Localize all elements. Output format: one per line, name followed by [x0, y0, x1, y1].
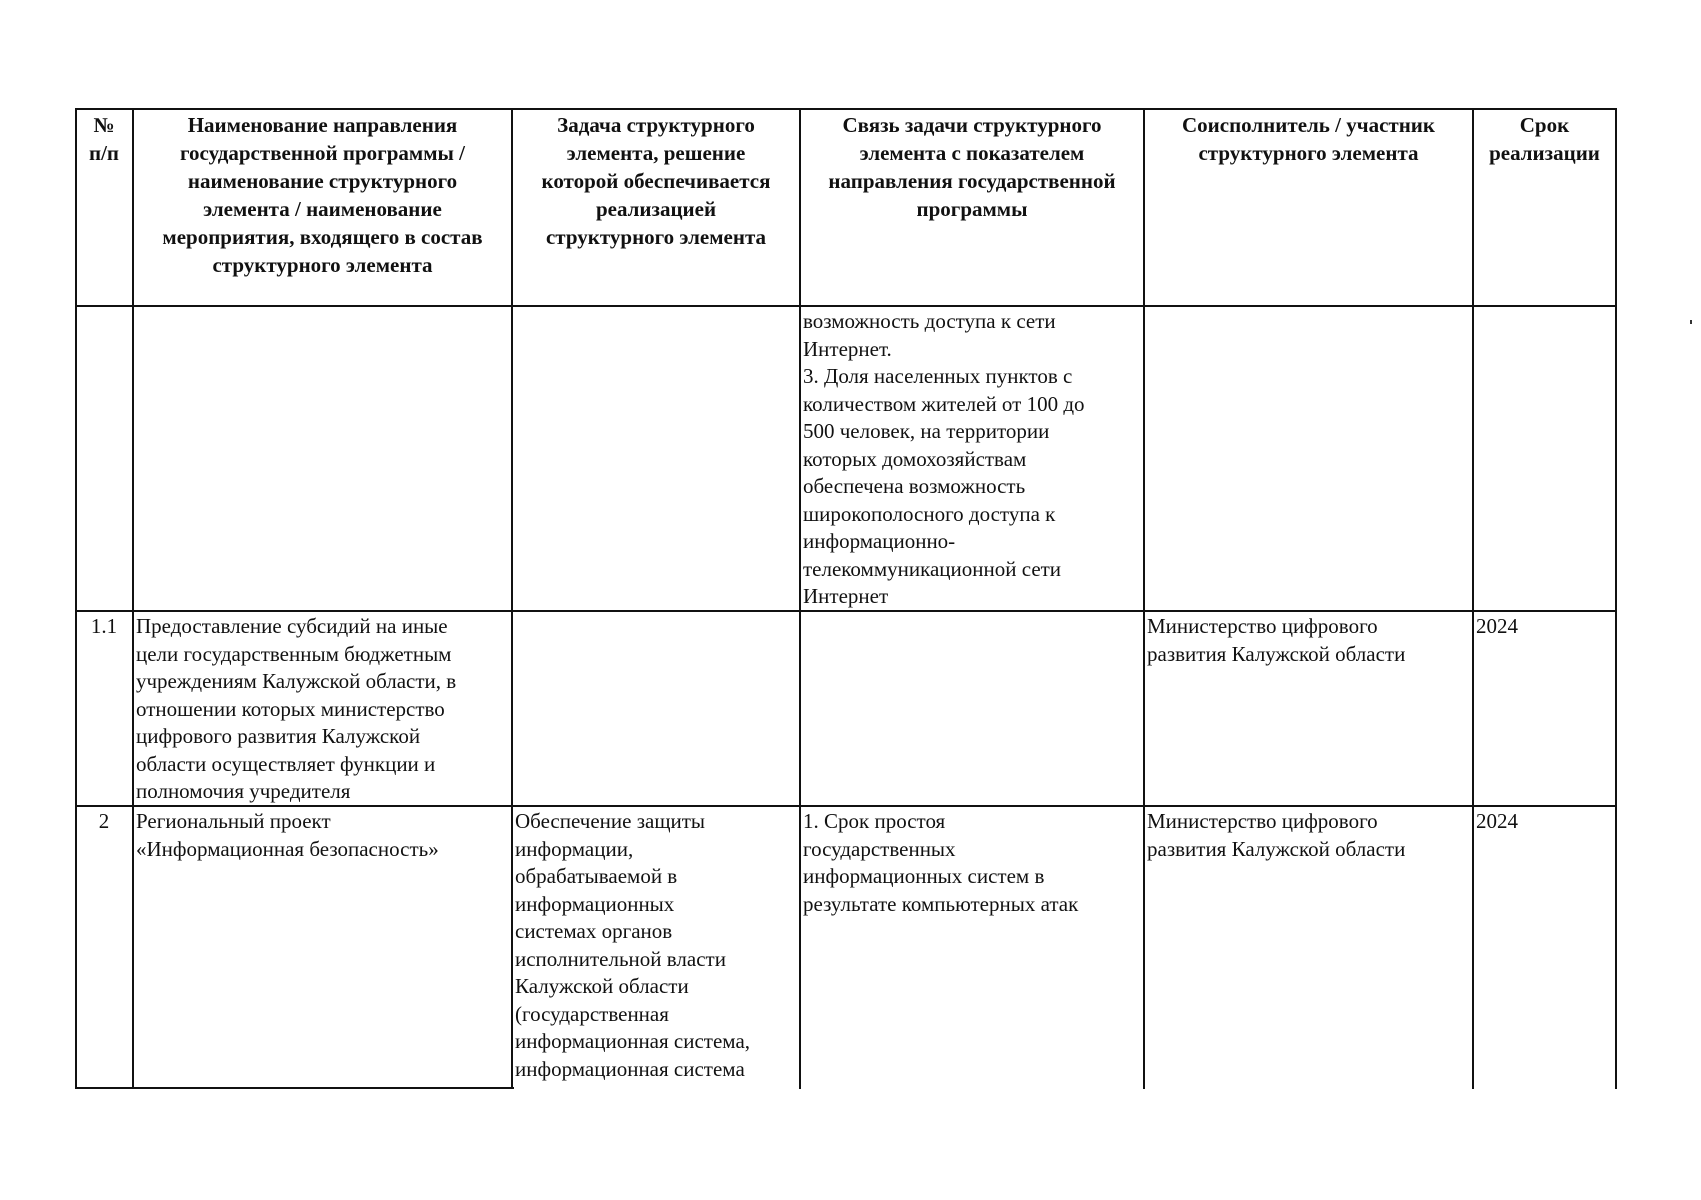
row2-number: 1.1 — [90, 614, 118, 638]
row3-task: Обеспечение защиты информации, обрабатываемой в информационных системах органов исполнительной власти Калужской области (государственная информационная система, информационная система — [515, 809, 751, 1081]
col-divider-3 — [799, 108, 801, 1089]
row3-name: Региональный проект «Информационная безопасность» — [136, 809, 439, 861]
row1-bottom-border — [75, 610, 1616, 612]
header-link: Связь задачи структурного элемента с показателем направления государственной программы — [828, 113, 1116, 221]
header-name: Наименование направления государственной программы / наименование структурного элемента / наименование мероприятия, входящего в состав структурного элемента — [162, 113, 483, 277]
row3-term: 2024 — [1476, 809, 1518, 833]
table-top-border — [75, 108, 1616, 110]
header-term: Срок реализации — [1489, 113, 1600, 165]
row1-executor — [1144, 306, 1473, 611]
header-executor: Соисполнитель / участник структурного элемента — [1181, 113, 1436, 165]
row3-link: 1. Срок простоя государственных информационных систем в результате компьютерных атак — [803, 809, 1079, 916]
row1-number — [75, 306, 133, 611]
col-divider-4 — [1143, 108, 1145, 1089]
row2-term: 2024 — [1476, 614, 1518, 638]
row3-number: 2 — [98, 809, 110, 833]
row2-task — [512, 611, 800, 806]
row3-executor: Министерство цифрового развития Калужской области — [1147, 809, 1406, 861]
scan-speck — [1690, 320, 1692, 324]
row2-link — [800, 611, 1144, 806]
header-bottom-border — [75, 305, 1616, 307]
col-divider-1 — [132, 108, 134, 1089]
row2-executor: Министерство цифрового развития Калужской области — [1147, 614, 1406, 666]
col-divider-2 — [511, 108, 513, 1089]
col-divider-5 — [1472, 108, 1474, 1089]
table-right-border — [1615, 108, 1617, 1089]
row1-term — [1473, 306, 1616, 611]
table-left-border — [75, 108, 77, 1089]
row1-name — [133, 306, 512, 611]
row1-link: возможность доступа к сети Интернет. 3. Доля населенных пунктов с количеством жителей от 100 до 500 человек, на территории которых домохозяйствам обеспечена возможность широкополосного доступа к информационно- телекоммуникационной сети Интернет — [803, 309, 1085, 608]
header-task: Задача структурного элемента, решение которой обеспечивается реализацией структурного элемента — [541, 113, 771, 249]
row2-name: Предоставление субсидий на иные цели государственным бюджетным учреждениям Калужской области, в отношении которых министерство цифрового развития Калужской области осуществляет функции и полномочия учредителя — [136, 614, 457, 803]
header-number: № п/п — [88, 113, 120, 165]
row3-bottom-border-partial — [75, 1087, 514, 1089]
row2-bottom-border — [75, 805, 1616, 807]
row1-task — [512, 306, 800, 611]
